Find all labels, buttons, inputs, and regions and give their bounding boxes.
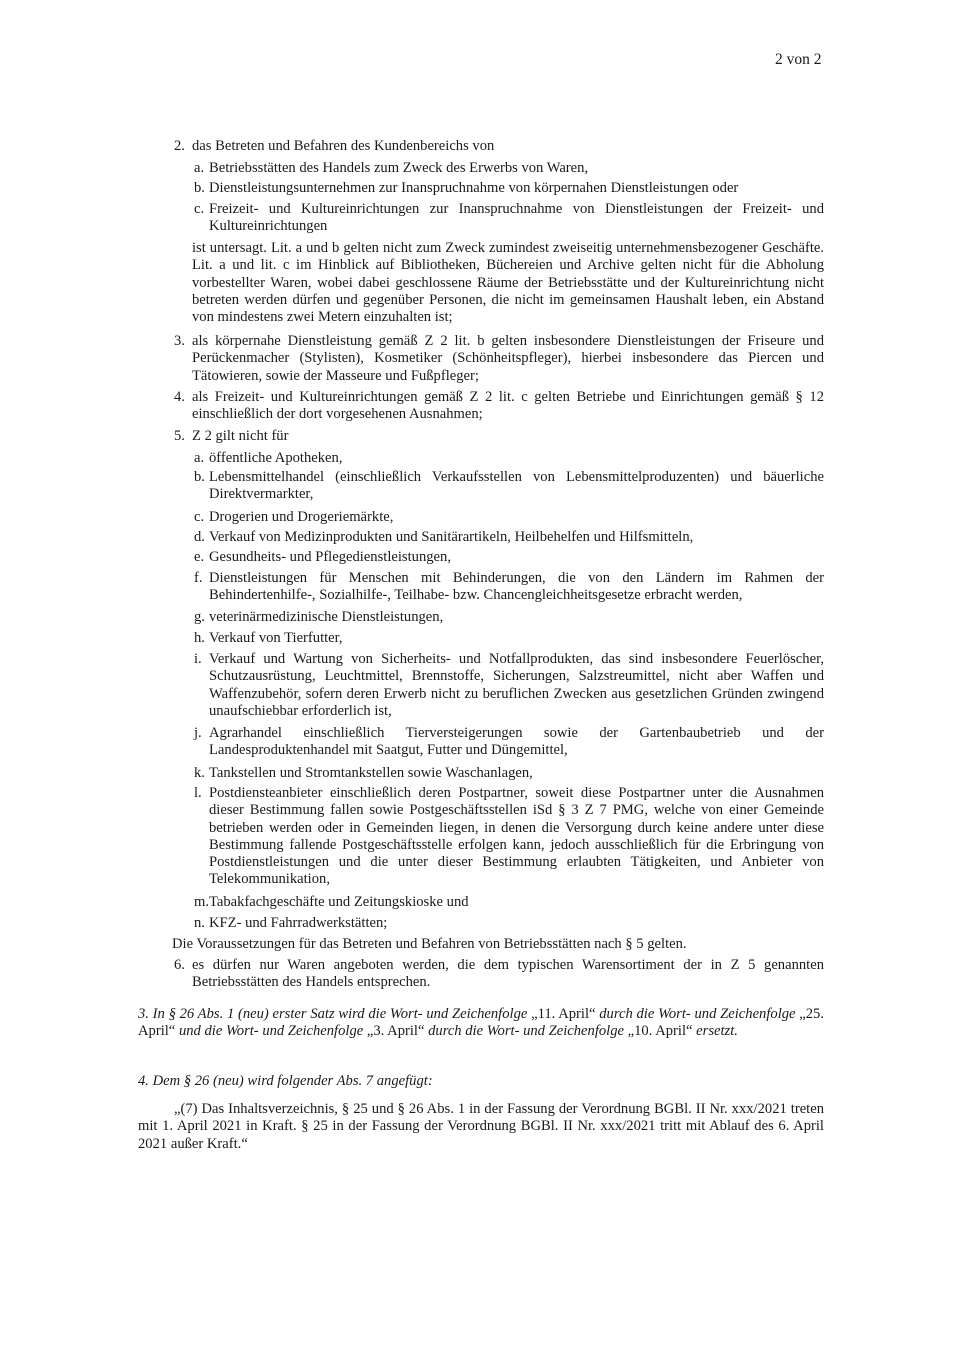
- sub-item-text: Verkauf von Medizinprodukten und Sanitärartikeln, Heilbehelfen und Hilfsmitteln,: [209, 529, 694, 545]
- sub-item-text: Verkauf und Wartung von Sicherheits- und Notfallprodukten, das sind insbesondere Feuerlöscher, Schutzausrüstung, Leuchtmittel, Brennstoffe, Sicherungen, Salzstreumittel, nicht aber Waffen und Waffenzubehör, sofern deren Erwerb nicht zu beruflichen Zwecken aus gesetzlichen Gründen zwingend unaufschiebbar erforderlich ist,: [209, 651, 824, 719]
- sub-item-5k: [194, 765, 824, 782]
- item-text: Z 2 gilt nicht für: [192, 428, 289, 444]
- item-number: 4.: [174, 389, 185, 405]
- sub-item-text: Postdiensteanbieter einschließlich deren Postpartner, soweit diese Postpartner unter die Ausnahmen dieser Bestimmung fallen sowie Postgeschäftsstellen iSd § 3 Z 7 PMG, welche von einer Gemeinde betrieben werden oder in Gemeinden liegen, in denen die Versorgung durch keine andere unter diese Bestimmung fallende Postgeschäftsstelle erfolgen kann, jedoch ausschließlich für die Erbringung von Postdienstleistungen und die unter dieser Bestimmung erlaubten Tätigkeiten, und Anbieter von Telekommunikation,: [209, 785, 824, 888]
- sub-item-letter: l.: [194, 785, 202, 801]
- item-number: 6.: [174, 957, 185, 973]
- item-2-tail: ist untersagt. Lit. a und b gelten nicht zum Zweck zumindest zweiseitig unternehmensbezogener Geschäfte. Lit. a und lit. c im Hinblick auf Bibliotheken, Büchereien und Archive gelten nicht für die Abholung vorbestellter Waren, wobei dabei geschlossene Räume der Betriebsstätte und der Kultureinrichtung nicht betreten werden dürfen und gegenüber Personen, die nicht im gemeinsamen Haushalt leben, ein Abstand von mindestens zwei Metern einzuhalten ist;: [192, 240, 824, 326]
- item-number: 2.: [174, 138, 185, 154]
- amendment-3-text: 3. In § 26 Abs. 1 (neu) erster Satz wird die Wort- und Zeichenfolge: [138, 1006, 532, 1022]
- sub-item-text: Tabakfachgeschäfte und Zeitungskioske und: [209, 894, 469, 910]
- amendment-4-quote: „(7) Das Inhaltsverzeichnis, § 25 und § 26 Abs. 1 in der Fassung der Verordnung BGBl. II Nr. xxx/2021 treten mit 1. April 2021 in Kraft. § 25 in der Fassung der Verordnung BGBl. II Nr. xxx/2021 tritt mit Ablauf des 6. April 2021 außer Kraft.“: [138, 1101, 824, 1152]
- sub-item-text: Dienstleistungsunternehmen zur Inanspruchnahme von körpernahen Dienstleistungen oder: [209, 180, 739, 196]
- sub-item-text: Dienstleistungen für Menschen mit Behinderungen, die von den Ländern im Rahmen der Behindertenhilfe-, Sozialhilfe-, Teilhabe- bzw. Chancengleichheitsgesetze erbracht werden,: [209, 570, 824, 604]
- sub-item-5j: [194, 725, 824, 760]
- list-item-2: [174, 138, 824, 155]
- sub-item-text: Agrarhandel einschließlich Tierversteigerungen sowie der Gartenbaubetrieb und der Landesproduktenhandel mit Saatgut, Futter und Düngemittel,: [209, 725, 824, 759]
- sub-item-letter: a.: [194, 450, 205, 466]
- sub-item-5l: [194, 785, 824, 889]
- sub-item-letter: h.: [194, 630, 205, 646]
- sub-item-5n: [194, 915, 824, 932]
- item-number: 5.: [174, 428, 185, 444]
- sub-item-5c: [194, 509, 824, 526]
- sub-item-text: Verkauf von Tierfutter,: [209, 630, 343, 646]
- sub-item-letter: k.: [194, 765, 205, 781]
- amendment-3-text: durch die Wort- und Zeichenfolge: [424, 1023, 628, 1040]
- page-number: 2 von 2: [775, 51, 822, 68]
- amendment-3: [138, 1006, 824, 1041]
- list-item-4: [174, 389, 824, 424]
- sub-item-text: Drogerien und Drogeriemärkte,: [209, 509, 394, 525]
- quote-new-date-1: „25. April“: [138, 1006, 824, 1040]
- sub-item-letter: g.: [194, 609, 205, 625]
- sub-item-letter: d.: [194, 529, 205, 545]
- sub-item-5a: [194, 450, 824, 467]
- item-text: es dürfen nur Waren angeboten werden, die dem typischen Warensortiment der in Z 5 genannten Betriebsstätten des Handels entsprechen.: [192, 957, 824, 991]
- amendment-4-heading: 4. Dem § 26 (neu) wird folgender Abs. 7 angefügt:: [138, 1073, 433, 1089]
- sub-item-5f: [194, 570, 824, 605]
- sub-item-text: KFZ- und Fahrradwerkstätten;: [209, 915, 388, 931]
- quote-old-date-2: „3. April“: [366, 1023, 425, 1040]
- quote-new-date-2: „10. April“: [627, 1023, 693, 1040]
- sub-item-5h: [194, 630, 824, 647]
- list-item-6: [174, 957, 824, 992]
- sub-item-5d: [194, 529, 824, 546]
- sub-item-5e: [194, 549, 824, 566]
- list-item-5: [174, 428, 824, 445]
- amendment-3-text: durch die Wort- und Zeichenfolge: [595, 1006, 800, 1022]
- sub-item-text: Freizeit- und Kultureinrichtungen zur Inanspruchnahme von Dienstleistungen der Freizeit- und Kultureinrichtungen: [209, 201, 824, 235]
- sub-item-letter: b.: [194, 180, 205, 196]
- sub-item-text: Lebensmittelhandel (einschließlich Verkaufsstellen von Lebensmittelproduzenten) und bäuerliche Direktvermarkter,: [209, 469, 824, 503]
- item-text: das Betreten und Befahren des Kundenbereichs von: [192, 138, 495, 154]
- list-item-3: [174, 333, 824, 385]
- sub-item-letter: c.: [194, 201, 205, 217]
- amendment-3-text: ersetzt.: [692, 1023, 738, 1040]
- sub-item-text: öffentliche Apotheken,: [209, 450, 343, 466]
- sub-item-text: Tankstellen und Stromtankstellen sowie Waschanlagen,: [209, 765, 533, 781]
- item-5-tail: Die Voraussetzungen für das Betreten und Befahren von Betriebsstätten nach § 5 gelten.: [172, 936, 687, 952]
- sub-item-text: veterinärmedizinische Dienstleistungen,: [209, 609, 444, 625]
- sub-item-letter: c.: [194, 509, 205, 525]
- amendment-3-text: und die Wort- und Zeichenfolge: [175, 1023, 367, 1040]
- sub-item-letter: f.: [194, 570, 203, 586]
- item-text: als Freizeit- und Kultureinrichtungen gemäß Z 2 lit. c gelten Betriebe und Einrichtungen gemäß § 12 einschließlich der dort vorgesehenen Ausnahmen;: [192, 389, 824, 423]
- sub-item-5i: [194, 651, 824, 720]
- sub-item-text: Betriebsstätten des Handels zum Zweck des Erwerbs von Waren,: [209, 160, 589, 176]
- sub-item-letter: e.: [194, 549, 205, 565]
- sub-item-5m: [194, 894, 824, 911]
- sub-item-2b: [194, 180, 824, 197]
- sub-item-letter: b.: [194, 469, 205, 485]
- sub-item-letter: i.: [194, 651, 202, 667]
- item-text: als körpernahe Dienstleistung gemäß Z 2 lit. b gelten insbesondere Dienstleistungen der Friseure und Perückenmacher (Stylisten), Kosmetiker (Schönheitspfleger), hierbei insbesondere das Piercen und Tätowieren, sowie der Masseure und Fußpfleger;: [192, 333, 824, 384]
- sub-item-text: Gesundheits- und Pflegedienstleistungen,: [209, 549, 451, 565]
- sub-item-letter: m.: [194, 894, 209, 910]
- sub-item-2a: [194, 160, 824, 177]
- sub-item-5g: [194, 609, 824, 626]
- sub-item-5b: [194, 469, 824, 504]
- sub-item-letter: a.: [194, 160, 205, 176]
- item-number: 3.: [174, 333, 185, 349]
- sub-item-2c: [194, 201, 824, 236]
- sub-item-letter: n.: [194, 915, 205, 931]
- quote-old-date-1: „11. April“: [531, 1006, 596, 1022]
- sub-item-letter: j.: [194, 725, 202, 741]
